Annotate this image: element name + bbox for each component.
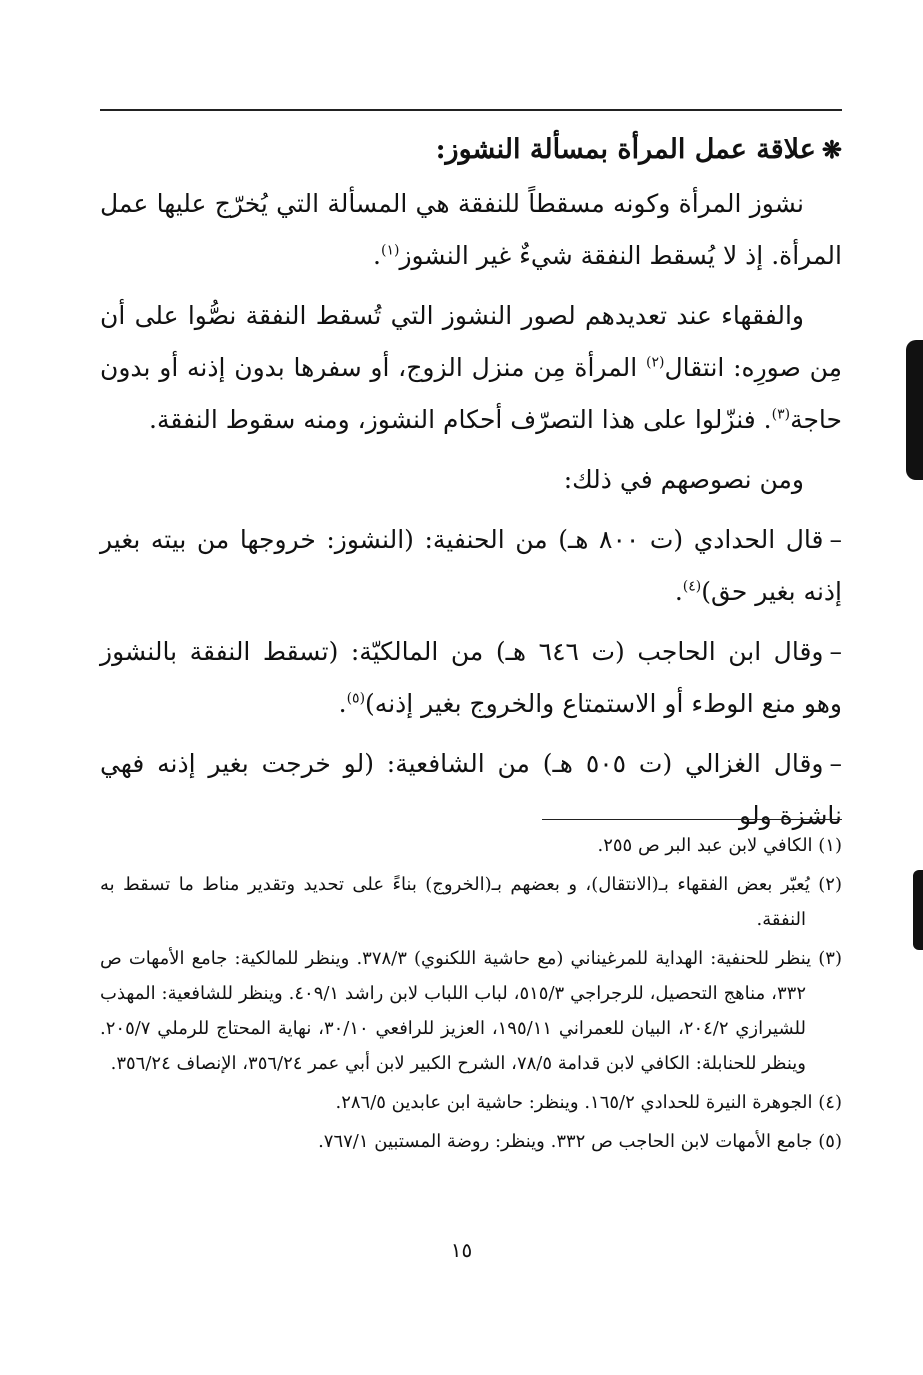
- quote-3-dash: –: [829, 749, 842, 778]
- footnotes: [100, 828, 842, 1163]
- footnote-5: (٥) جامع الأمهات لابن الحاجب ص ٣٣٢. وينظر: روضة المستبين ٧٦٧/١.: [318, 1131, 842, 1152]
- main-text: [100, 122, 842, 850]
- footnote-3: (٣) ينظر للحنفية: الهداية للمرغيناني (مع حاشية اللكنوي) ٣٧٨/٣. وينظر للمالكية: جامع الأمهات ص ٣٣٢، مناهج التحصيل، للرجراجي ٥١٥/٣، لباب اللباب لابن راشد ٤٠٩/١. وينظر للشافعية: المهذب للشيرازي ٢٠٤/٢، البيان للعمراني ١٩٥/١١، العزيز للرافعي ٣٠/١٠، نهاية المحتاج للرملي ٢٠٥/٧. وينظر للحنابلة: الكافي لابن قدامة ٧٨/٥، الشرح الكبير لابن أبي عمر ٣٥٦/٢٤، الإنصاف ٣٥٦/٢٤.: [100, 948, 842, 1074]
- footnote-ref-3: (٣): [771, 406, 791, 423]
- footnote-4: (٤) الجوهرة النيرة للحدادي ١٦٥/٢. وينظر: حاشية ابن عابدين ٢٨٦/٥.: [335, 1092, 842, 1113]
- paragraph-2-tail: . فنزّلوا على هذا التصرّف أحكام النشوز، ومنه سقوط النفقة.: [149, 405, 772, 434]
- footnote-rule: [542, 819, 842, 820]
- quote-2-dash: –: [829, 637, 842, 666]
- quote-1-dash: –: [829, 525, 842, 554]
- footnote-2: (٢) يُعبّر بعض الفقهاء بـ(الانتقال)، و بعضهم بـ(الخروج) بناءً على تحديد وتقدير مناط ما تسقط به النفقة.: [100, 874, 842, 930]
- scan-blot-upper: [906, 340, 923, 480]
- quote-1: [100, 514, 842, 618]
- scan-blot-lower: [913, 870, 923, 950]
- page-number: ١٥: [450, 1238, 473, 1262]
- paragraph-2-text: والفقهاء عند تعديدهم لصور النشوز التي تُسقط النفقة نصُّوا على أن مِن صورِه: انتقال: [100, 301, 843, 382]
- paragraph-1: [100, 178, 842, 282]
- paragraph-2: [100, 290, 842, 446]
- quote-1-text: قال الحدادي (ت ٨٠٠ هـ) من الحنفية: (النشوز: خروجها من بيته بغير إذنه بغير حق): [100, 525, 842, 606]
- footnote-ref-5: (٥): [346, 690, 366, 707]
- paragraph-3-text: ومن نصوصهم في ذلك:: [563, 465, 804, 494]
- footnote-ref-4: (٤): [682, 578, 702, 595]
- footnote-ref-2: (٢): [646, 354, 665, 371]
- footnote-1: (١) الكافي لابن عبد البر ص ٢٥٥.: [597, 835, 842, 856]
- quote-1-tail: .: [674, 577, 683, 606]
- paragraph-1-tail: .: [373, 241, 381, 270]
- quote-3: [100, 738, 842, 842]
- paragraph-2-middle: المرأة مِن منزل الزوج، أو سفرها بدون إذنه أو بدون حاجة: [100, 353, 842, 434]
- paragraph-1-text: نشوز المرأة وكونه مسقطاً للنفقة هي المسألة التي يُخرّج عليها عمل المرأة. إذ لا يُسقط النفقة شيءٌ غير النشوز: [100, 189, 842, 270]
- quote-2: [100, 626, 842, 730]
- quote-2-tail: .: [338, 689, 347, 718]
- quote-3-text: وقال الغزالي (ت ٥٠٥ هـ) من الشافعية: (لو خرجت بغير إذنه فهي ناشزة ولو: [100, 749, 842, 830]
- paragraph-3: [100, 454, 842, 506]
- section-heading-text: علاقة عمل المرأة بمسألة النشوز:: [435, 134, 816, 165]
- section-heading: [100, 122, 842, 178]
- footnote-ref-1: (١): [380, 242, 400, 259]
- quote-2-text: وقال ابن الحاجب (ت ٦٤٦ هـ) من المالكيّة: (تسقط النفقة بالنشوز وهو منع الوطء أو الاستمتاع والخروج بغير إذنه): [100, 637, 842, 718]
- asterisk-icon: ❋: [821, 135, 842, 164]
- header-rule: [100, 109, 842, 111]
